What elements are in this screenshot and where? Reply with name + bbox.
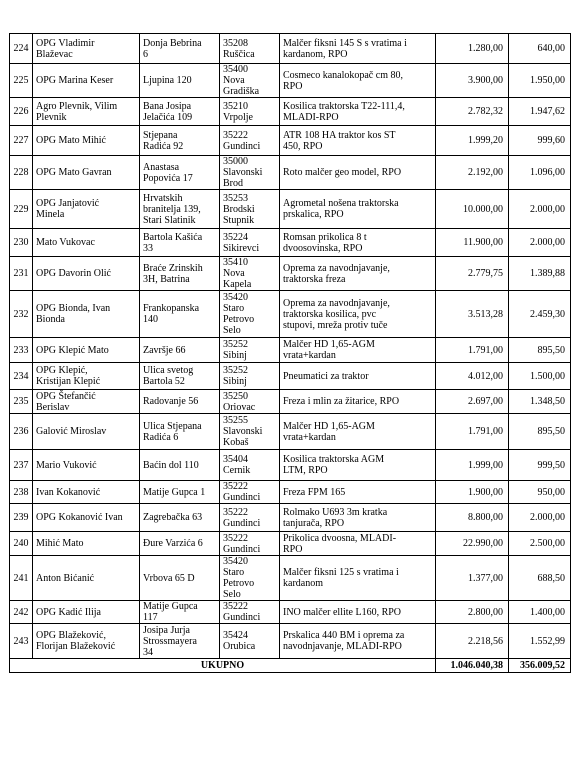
grant-amount-cell: 1.389,88 (509, 257, 571, 291)
total-label: UKUPNO (10, 659, 436, 673)
total-amount-cell: 2.218,56 (436, 624, 509, 659)
total-amount-cell: 2.192,00 (436, 156, 509, 190)
table-row (10, 257, 571, 291)
grant-amount-cell: 2.000,00 (509, 229, 571, 257)
row-number-cell: 241 (10, 556, 33, 601)
total-amount-cell: 1.999,00 (436, 450, 509, 481)
address-cell: Bartola Kašića 33 (140, 229, 220, 257)
postal-place-cell: 35400 Nova Gradiška (220, 64, 280, 98)
table-row (10, 98, 571, 126)
address-cell: Donja Bebrina 6 (140, 34, 220, 64)
row-number-cell: 239 (10, 504, 33, 532)
applicant-name-cell: OPG Marina Keser (33, 64, 140, 98)
address-cell: Baćin dol 110 (140, 450, 220, 481)
applicant-name-cell: OPG Mato Gavran (33, 156, 140, 190)
total-amount-cell: 3.513,28 (436, 291, 509, 338)
total-amount-cell: 2.779,75 (436, 257, 509, 291)
row-number-cell: 238 (10, 481, 33, 504)
applicant-name-cell: Mihić Mato (33, 532, 140, 556)
grant-amount-cell: 1.348,50 (509, 390, 571, 414)
grant-amount-cell: 950,00 (509, 481, 571, 504)
table-row (10, 390, 571, 414)
grant-amount-cell: 895,50 (509, 414, 571, 450)
table-body (10, 34, 571, 659)
postal-place-cell: 35420 Staro Petrovo Selo (220, 291, 280, 338)
table-row (10, 532, 571, 556)
postal-place-cell: 35222 Gundinci (220, 481, 280, 504)
row-number-cell: 233 (10, 338, 33, 363)
address-cell: Braće Zrinskih 3H, Batrina (140, 257, 220, 291)
address-cell: Frankopanska 140 (140, 291, 220, 338)
grant-amount-cell: 895,50 (509, 338, 571, 363)
postal-place-cell: 35253 Brodski Stupnik (220, 190, 280, 229)
equipment-description-cell: Prikolica dvoosna, MLADI- RPO (280, 532, 436, 556)
row-number-cell: 243 (10, 624, 33, 659)
postal-place-cell: 35224 Sikirevci (220, 229, 280, 257)
grant-amount-cell: 1.096,00 (509, 156, 571, 190)
equipment-description-cell: Cosmeco kanalokopač cm 80, RPO (280, 64, 436, 98)
row-number-cell: 240 (10, 532, 33, 556)
address-cell: Vrbova 65 D (140, 556, 220, 601)
address-cell: Zagrebačka 63 (140, 504, 220, 532)
address-cell: Radovanje 56 (140, 390, 220, 414)
postal-place-cell: 35222 Gundinci (220, 601, 280, 624)
equipment-description-cell: Kosilica traktorska AGM LTM, RPO (280, 450, 436, 481)
equipment-description-cell: Freza i mlin za žitarice, RPO (280, 390, 436, 414)
total-amount-cell: 1.791,00 (436, 338, 509, 363)
table-row (10, 504, 571, 532)
address-cell: Ulica Stjepana Radića 6 (140, 414, 220, 450)
table-row (10, 34, 571, 64)
row-number-cell: 226 (10, 98, 33, 126)
grant-amount-cell: 1.950,00 (509, 64, 571, 98)
table-row (10, 624, 571, 659)
applicant-name-cell: OPG Klepić, Kristijan Klepić (33, 363, 140, 390)
applicant-name-cell: OPG Janjatović Minela (33, 190, 140, 229)
table-row (10, 601, 571, 624)
row-number-cell: 227 (10, 126, 33, 156)
equipment-description-cell: Agrometal nošena traktorska prskalica, RPO (280, 190, 436, 229)
total-row (10, 659, 571, 673)
row-number-cell: 224 (10, 34, 33, 64)
table-row (10, 190, 571, 229)
postal-place-cell: 35250 Oriovac (220, 390, 280, 414)
equipment-description-cell: Oprema za navodnjavanje, traktorska kosilica, pvc stupovi, mreža protiv tuče (280, 291, 436, 338)
total-amount-cell: 11.900,00 (436, 229, 509, 257)
equipment-description-cell: Rolmako U693 3m kratka tanjurača, RPO (280, 504, 436, 532)
equipment-description-cell: Pneumatici za traktor (280, 363, 436, 390)
row-number-cell: 235 (10, 390, 33, 414)
equipment-description-cell: Roto malčer geo model, RPO (280, 156, 436, 190)
table-row (10, 229, 571, 257)
postal-place-cell: 35252 Sibinj (220, 338, 280, 363)
applicant-name-cell: Mato Vukovac (33, 229, 140, 257)
table-row (10, 481, 571, 504)
postal-place-cell: 35222 Gundinci (220, 126, 280, 156)
address-cell: Ljupina 120 (140, 64, 220, 98)
grant-amount-cell: 999,50 (509, 450, 571, 481)
row-number-cell: 229 (10, 190, 33, 229)
grant-amount-cell: 2.459,30 (509, 291, 571, 338)
total-amount-cell: 2.800,00 (436, 601, 509, 624)
total-amount-cell: 10.000,00 (436, 190, 509, 229)
applicant-name-cell: OPG Vladimir Blaževac (33, 34, 140, 64)
postal-place-cell: 35420 Staro Petrovo Selo (220, 556, 280, 601)
address-cell: Josipa Jurja Strossmayera 34 (140, 624, 220, 659)
equipment-description-cell: ATR 108 HA traktor kos ST 450, RPO (280, 126, 436, 156)
total-amount-cell: 1.377,00 (436, 556, 509, 601)
applicant-name-cell: OPG Mato Mihić (33, 126, 140, 156)
applicant-name-cell: Galović Miroslav (33, 414, 140, 450)
equipment-description-cell: Kosilica traktorska T22-111,4, MLADI-RPO (280, 98, 436, 126)
applicant-name-cell: Ivan Kokanović (33, 481, 140, 504)
address-cell: Završje 66 (140, 338, 220, 363)
address-cell: Hrvatskih branitelja 139, Stari Slatinik (140, 190, 220, 229)
applicant-name-cell: OPG Kadić Ilija (33, 601, 140, 624)
applicant-name-cell: OPG Bionda, Ivan Bionda (33, 291, 140, 338)
row-number-cell: 242 (10, 601, 33, 624)
total-amount: 1.046.040,38 (436, 659, 509, 673)
row-number-cell: 225 (10, 64, 33, 98)
total-amount-cell: 1.280,00 (436, 34, 509, 64)
total-amount-cell: 1.900,00 (436, 481, 509, 504)
grant-amount-cell: 2.000,00 (509, 190, 571, 229)
table-row (10, 338, 571, 363)
table-row (10, 363, 571, 390)
table-row (10, 291, 571, 338)
total-amount-cell: 8.800,00 (436, 504, 509, 532)
postal-place-cell: 35210 Vrpolje (220, 98, 280, 126)
grant-amount-cell: 1.552,99 (509, 624, 571, 659)
total-amount-cell: 1.999,20 (436, 126, 509, 156)
applicant-name-cell: OPG Davorin Olić (33, 257, 140, 291)
applicant-name-cell: OPG Štefančić Berislav (33, 390, 140, 414)
grant-amount-cell: 1.500,00 (509, 363, 571, 390)
postal-place-cell: 35255 Slavonski Kobaš (220, 414, 280, 450)
applicant-name-cell: OPG Kokanović Ivan (33, 504, 140, 532)
address-cell: Stjepana Radića 92 (140, 126, 220, 156)
address-cell: Ulica svetog Bartola 52 (140, 363, 220, 390)
postal-place-cell: 35222 Gundinci (220, 504, 280, 532)
equipment-description-cell: Malčer HD 1,65-AGM vrata+kardan (280, 414, 436, 450)
applicant-name-cell: OPG Blažeković, Florijan Blažeković (33, 624, 140, 659)
address-cell: Matije Gupca 117 (140, 601, 220, 624)
total-amount-cell: 2.782,32 (436, 98, 509, 126)
equipment-description-cell: Romsan prikolica 8 t dvoosovinska, RPO (280, 229, 436, 257)
table-row (10, 450, 571, 481)
equipment-description-cell: INO malčer ellite L160, RPO (280, 601, 436, 624)
row-number-cell: 234 (10, 363, 33, 390)
row-number-cell: 232 (10, 291, 33, 338)
table-row (10, 414, 571, 450)
row-number-cell: 236 (10, 414, 33, 450)
total-amount-cell: 22.990,00 (436, 532, 509, 556)
row-number-cell: 237 (10, 450, 33, 481)
equipment-description-cell: Malčer fiksni 125 s vratima i kardanom (280, 556, 436, 601)
equipment-description-cell: Oprema za navodnjavanje, traktorska freza (280, 257, 436, 291)
grant-amount-cell: 1.400,00 (509, 601, 571, 624)
grant-amount-cell: 999,60 (509, 126, 571, 156)
postal-place-cell: 35410 Nova Kapela (220, 257, 280, 291)
row-number-cell: 228 (10, 156, 33, 190)
grant-amount-cell: 1.947,62 (509, 98, 571, 126)
total-amount-cell: 2.697,00 (436, 390, 509, 414)
applicant-name-cell: Anton Bićanić (33, 556, 140, 601)
table-row (10, 126, 571, 156)
equipment-description-cell: Malčer HD 1,65-AGM vrata+kardan (280, 338, 436, 363)
postal-place-cell: 35404 Cernik (220, 450, 280, 481)
applicant-name-cell: Mario Vuković (33, 450, 140, 481)
equipment-description-cell: Freza FPM 165 (280, 481, 436, 504)
row-number-cell: 231 (10, 257, 33, 291)
table-row (10, 156, 571, 190)
equipment-description-cell: Malčer fiksni 145 S s vratima i kardanom, RPO (280, 34, 436, 64)
postal-place-cell: 35000 Slavonski Brod (220, 156, 280, 190)
grants-table (9, 33, 571, 673)
grant-amount-cell: 2.000,00 (509, 504, 571, 532)
postal-place-cell: 35252 Sibinj (220, 363, 280, 390)
address-cell: Anastasa Popovića 17 (140, 156, 220, 190)
total-amount-cell: 4.012,00 (436, 363, 509, 390)
table-row (10, 64, 571, 98)
grant-amount-cell: 688,50 (509, 556, 571, 601)
total-grant: 356.009,52 (509, 659, 571, 673)
row-number-cell: 230 (10, 229, 33, 257)
total-amount-cell: 3.900,00 (436, 64, 509, 98)
table-row (10, 556, 571, 601)
applicant-name-cell: Agro Plevnik, Vilim Plevnik (33, 98, 140, 126)
postal-place-cell: 35222 Gundinci (220, 532, 280, 556)
total-amount-cell: 1.791,00 (436, 414, 509, 450)
grant-amount-cell: 640,00 (509, 34, 571, 64)
postal-place-cell: 35208 Ruščica (220, 34, 280, 64)
equipment-description-cell: Prskalica 440 BM i oprema za navodnjavanje, MLADI-RPO (280, 624, 436, 659)
address-cell: Đure Varzića 6 (140, 532, 220, 556)
grant-amount-cell: 2.500,00 (509, 532, 571, 556)
applicant-name-cell: OPG Klepić Mato (33, 338, 140, 363)
address-cell: Bana Josipa Jelačića 109 (140, 98, 220, 126)
postal-place-cell: 35424 Orubica (220, 624, 280, 659)
address-cell: Matije Gupca 1 (140, 481, 220, 504)
